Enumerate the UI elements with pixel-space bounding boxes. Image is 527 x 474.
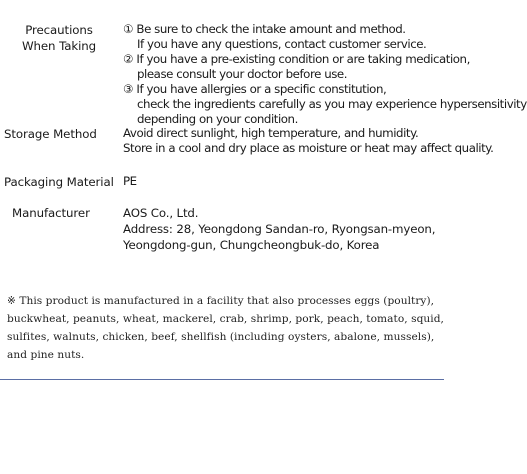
precaution-line: ② If you have a pre-existing condition or are taking medication, (123, 52, 470, 66)
storage-line: Store in a cool and dry place as moisture or heat may affect quality. (123, 141, 494, 155)
packaging-value (123, 174, 473, 189)
manufacturer-line: Yeongdong-gun, Chungcheongbuk-do, Korea (123, 238, 380, 252)
precautions-label-line: Precautions (25, 23, 93, 37)
allergen-note-line: sulfites, walnuts, chicken, beef, shellfish (including oysters, abalone, mussels), (7, 331, 435, 343)
manufacturer-line: Address: 28, Yeongdong Sandan-ro, Ryongsan-myeon, (123, 222, 436, 236)
precaution-line: ③ If you have allergies or a specific constitution, (123, 82, 387, 96)
packaging-line: PE (123, 174, 137, 188)
precautions-label-line: When Taking (21, 39, 97, 53)
packaging-label: Packaging Material (4, 175, 114, 189)
storage-line: Avoid direct sunlight, high temperature, and humidity. (123, 126, 419, 140)
precaution-line: please consult your doctor before use. (137, 67, 348, 81)
storage-value (123, 126, 494, 156)
storage-label: Storage Method (4, 127, 97, 141)
manufacturer-value (123, 205, 473, 253)
precaution-line: check the ingredients carefully as you may experience hypersensitivity (137, 97, 527, 111)
precaution-line: If you have any questions, contact customer service. (137, 37, 427, 51)
section-divider (0, 379, 444, 380)
allergen-note-line: ※ This product is manufactured in a facility that also processes eggs (poultry), (7, 295, 435, 307)
allergen-note-line: and pine nuts. (7, 349, 85, 361)
precautions-value (123, 22, 527, 127)
precautions-label (0, 22, 118, 54)
precaution-line: depending on your condition. (137, 112, 298, 126)
manufacturer-line: AOS Co., Ltd. (123, 206, 199, 220)
allergen-note-line: buckwheat, peanuts, wheat, mackerel, crab, shrimp, pork, peach, tomato, squid, (7, 313, 444, 325)
allergen-note (7, 292, 471, 364)
precaution-line: ① Be sure to check the intake amount and method. (123, 22, 406, 36)
manufacturer-label: Manufacturer (12, 206, 90, 220)
